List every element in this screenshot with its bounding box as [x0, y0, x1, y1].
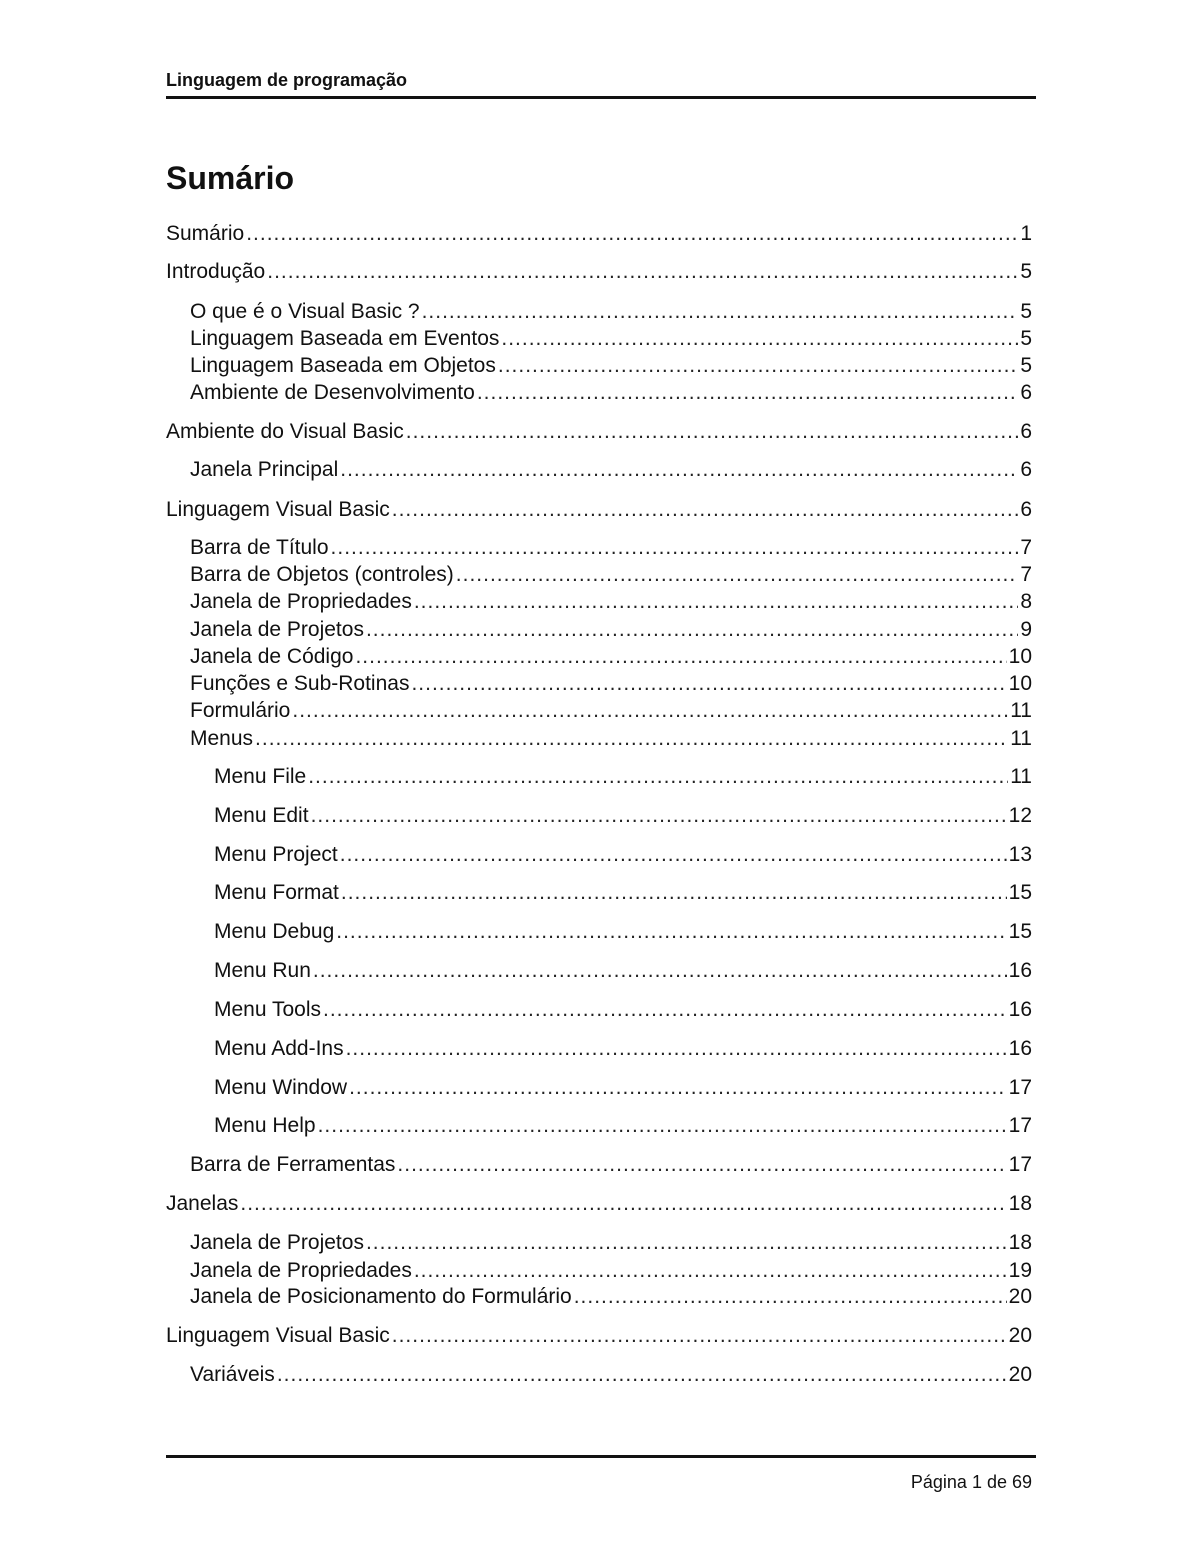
toc-entry-label: Menu Project	[214, 843, 338, 866]
toc-entry[interactable]	[190, 378, 1032, 408]
toc-entry-label: Menu File	[214, 765, 307, 788]
toc-entry[interactable]	[214, 1073, 1032, 1103]
toc-entry-label: O que é o Visual Basic ?	[190, 300, 420, 323]
toc-entry[interactable]	[190, 669, 1032, 699]
toc-dot-leader	[392, 1321, 1007, 1351]
toc-entry[interactable]	[190, 587, 1032, 617]
toc-entry-page: 5	[1020, 260, 1032, 283]
toc-dot-leader	[267, 257, 1018, 287]
toc-entry-page: 10	[1008, 645, 1032, 668]
toc-entry-page: 15	[1008, 920, 1032, 943]
toc-entry-label: Janela Principal	[190, 458, 339, 481]
toc-entry-page: 11	[1010, 699, 1032, 722]
toc-entry-page: 12	[1008, 804, 1032, 827]
toc-dot-leader	[346, 1034, 1007, 1064]
toc-entry-page: 15	[1008, 881, 1032, 904]
toc-dot-leader	[311, 801, 1007, 831]
toc-entry-label: Barra de Objetos (controles)	[190, 563, 454, 586]
toc-entry-label: Menu Tools	[214, 998, 322, 1021]
toc-entry-label: Sumário	[166, 222, 245, 245]
toc-dot-leader	[414, 587, 1018, 617]
toc-dot-leader	[498, 351, 1018, 381]
toc-entry-page: 17	[1008, 1114, 1032, 1137]
toc-entry[interactable]	[190, 615, 1032, 645]
toc-dot-leader	[292, 696, 1008, 726]
toc-entry-page: 5	[1020, 327, 1032, 350]
toc-entry-label: Ambiente de Desenvolvimento	[190, 381, 475, 404]
toc-entry-label: Menu Help	[214, 1114, 316, 1137]
toc-entry[interactable]	[214, 917, 1032, 947]
toc-entry-label: Janela de Projetos	[190, 618, 364, 641]
toc-entry-page: 20	[1008, 1324, 1032, 1347]
toc-entry[interactable]	[214, 956, 1032, 986]
toc-entry[interactable]	[190, 560, 1032, 590]
toc-entry[interactable]	[166, 417, 1032, 447]
toc-entry-page: 6	[1020, 420, 1032, 443]
toc-dot-leader	[366, 1228, 1007, 1258]
toc-entry-page: 8	[1020, 590, 1032, 613]
toc-entry-page: 19	[1008, 1259, 1032, 1282]
toc-dot-leader	[456, 560, 1019, 590]
toc-dot-leader	[308, 762, 1008, 792]
toc-entry[interactable]	[190, 297, 1032, 327]
toc-entry-label: Barra de Ferramentas	[190, 1153, 396, 1176]
toc-entry-label: Formulário	[190, 699, 291, 722]
page-title: Sumário	[166, 160, 295, 196]
toc-entry-label: Linguagem Baseada em Objetos	[190, 354, 496, 377]
toc-entry-label: Barra de Título	[190, 536, 329, 559]
page-header	[166, 66, 1036, 99]
toc-entry[interactable]	[190, 1228, 1032, 1258]
toc-entry-label: Variáveis	[190, 1363, 275, 1386]
toc-dot-leader	[323, 995, 1007, 1025]
footer-rule	[166, 1455, 1036, 1458]
toc-entry-page: 17	[1008, 1153, 1032, 1176]
toc-entry-page: 16	[1008, 959, 1032, 982]
toc-dot-leader	[392, 495, 1019, 525]
toc-entry-page: 6	[1020, 458, 1032, 481]
toc-entry[interactable]	[214, 878, 1032, 908]
toc-dot-leader	[366, 615, 1018, 645]
toc-entry-label: Menus	[190, 727, 254, 750]
toc-dot-leader	[313, 956, 1007, 986]
toc-entry[interactable]	[190, 696, 1032, 726]
toc-entry-page: 13	[1008, 843, 1032, 866]
toc-entry-page: 7	[1020, 563, 1032, 586]
toc-dot-leader	[255, 724, 1008, 754]
toc-entry-page: 5	[1020, 354, 1032, 377]
toc-entry[interactable]	[190, 642, 1032, 672]
toc-entry-label: Linguagem Visual Basic	[166, 498, 390, 521]
toc-dot-leader	[240, 1189, 1006, 1219]
toc-entry-page: 16	[1008, 998, 1032, 1021]
toc-entry-page: 11	[1010, 765, 1032, 788]
toc-entry-label: Funções e Sub-Rotinas	[190, 672, 410, 695]
toc-entry-page: 10	[1008, 672, 1032, 695]
toc-entry[interactable]	[190, 1150, 1032, 1180]
toc-entry[interactable]	[190, 1282, 1032, 1312]
toc-entry[interactable]	[190, 533, 1032, 563]
toc-entry-label: Menu Add-Ins	[214, 1037, 344, 1060]
toc-dot-leader	[246, 219, 1018, 249]
toc-entry-page: 6	[1020, 381, 1032, 404]
toc-entry-label: Janela de Posicionamento do Formulário	[190, 1285, 572, 1308]
toc-entry-label: Janela de Propriedades	[190, 1259, 412, 1282]
toc-dot-leader	[501, 324, 1018, 354]
toc-entry[interactable]	[190, 324, 1032, 354]
toc-dot-leader	[397, 1150, 1006, 1180]
toc-entry[interactable]	[214, 801, 1032, 831]
toc-entry[interactable]	[214, 1034, 1032, 1064]
toc-dot-leader	[318, 1111, 1007, 1141]
toc-entry-label: Ambiente do Visual Basic	[166, 420, 404, 443]
toc-entry-page: 7	[1020, 536, 1032, 559]
toc-entry-label: Menu Edit	[214, 804, 309, 827]
toc-entry-label: Menu Debug	[214, 920, 335, 943]
toc-entry-page: 9	[1020, 618, 1032, 641]
toc-entry-page: 6	[1020, 498, 1032, 521]
toc-dot-leader	[340, 455, 1018, 485]
toc-dot-leader	[336, 917, 1006, 947]
toc-dot-leader	[355, 642, 1006, 672]
toc-dot-leader	[422, 297, 1019, 327]
toc-entry[interactable]	[166, 219, 1032, 249]
toc-entry-label: Janela de Propriedades	[190, 590, 412, 613]
toc-dot-leader	[341, 878, 1007, 908]
toc-entry[interactable]	[166, 257, 1032, 287]
toc-entry[interactable]	[214, 995, 1032, 1025]
toc-entry-page: 5	[1020, 300, 1032, 323]
toc-entry[interactable]	[166, 495, 1032, 525]
toc-entry[interactable]	[190, 455, 1032, 485]
toc-dot-leader	[277, 1360, 1007, 1390]
toc-entry-label: Janelas	[166, 1192, 239, 1215]
toc-entry-page: 18	[1008, 1192, 1032, 1215]
toc-entry-page: 20	[1008, 1285, 1032, 1308]
toc-dot-leader	[406, 417, 1019, 447]
toc-entry-label: Menu Window	[214, 1076, 348, 1099]
header-title: Linguagem de programação	[166, 70, 408, 90]
toc-dot-leader	[574, 1282, 1007, 1312]
toc-entry[interactable]	[214, 762, 1032, 792]
toc-entry[interactable]	[190, 1360, 1032, 1390]
toc-entry-page: 16	[1008, 1037, 1032, 1060]
toc-entry[interactable]	[214, 1111, 1032, 1141]
toc-entry[interactable]	[190, 351, 1032, 381]
toc-entry-label: Janela de Projetos	[190, 1231, 364, 1254]
toc-entry-page: 1	[1020, 222, 1032, 245]
toc-dot-leader	[340, 840, 1007, 870]
toc-entry-label: Linguagem Baseada em Eventos	[190, 327, 500, 350]
toc-entry[interactable]	[214, 840, 1032, 870]
toc-entry-label: Menu Run	[214, 959, 311, 982]
toc-dot-leader	[331, 533, 1019, 563]
toc-entry-page: 20	[1008, 1363, 1032, 1386]
toc-entry[interactable]	[166, 1321, 1032, 1351]
toc-entry-page: 17	[1008, 1076, 1032, 1099]
toc-entry-page: 18	[1008, 1231, 1032, 1254]
toc-entry-label: Menu Format	[214, 881, 339, 904]
toc-dot-leader	[477, 378, 1018, 408]
toc-entry-label: Introdução	[166, 260, 266, 283]
toc-entry-page: 11	[1010, 727, 1032, 750]
toc-dot-leader	[411, 669, 1006, 699]
toc-entry[interactable]	[190, 724, 1032, 754]
toc-entry-label: Linguagem Visual Basic	[166, 1324, 390, 1347]
toc-entry[interactable]	[166, 1189, 1032, 1219]
toc-dot-leader	[349, 1073, 1007, 1103]
page-number: Página 1 de 69	[910, 1472, 1032, 1492]
toc-entry-label: Janela de Código	[190, 645, 354, 668]
